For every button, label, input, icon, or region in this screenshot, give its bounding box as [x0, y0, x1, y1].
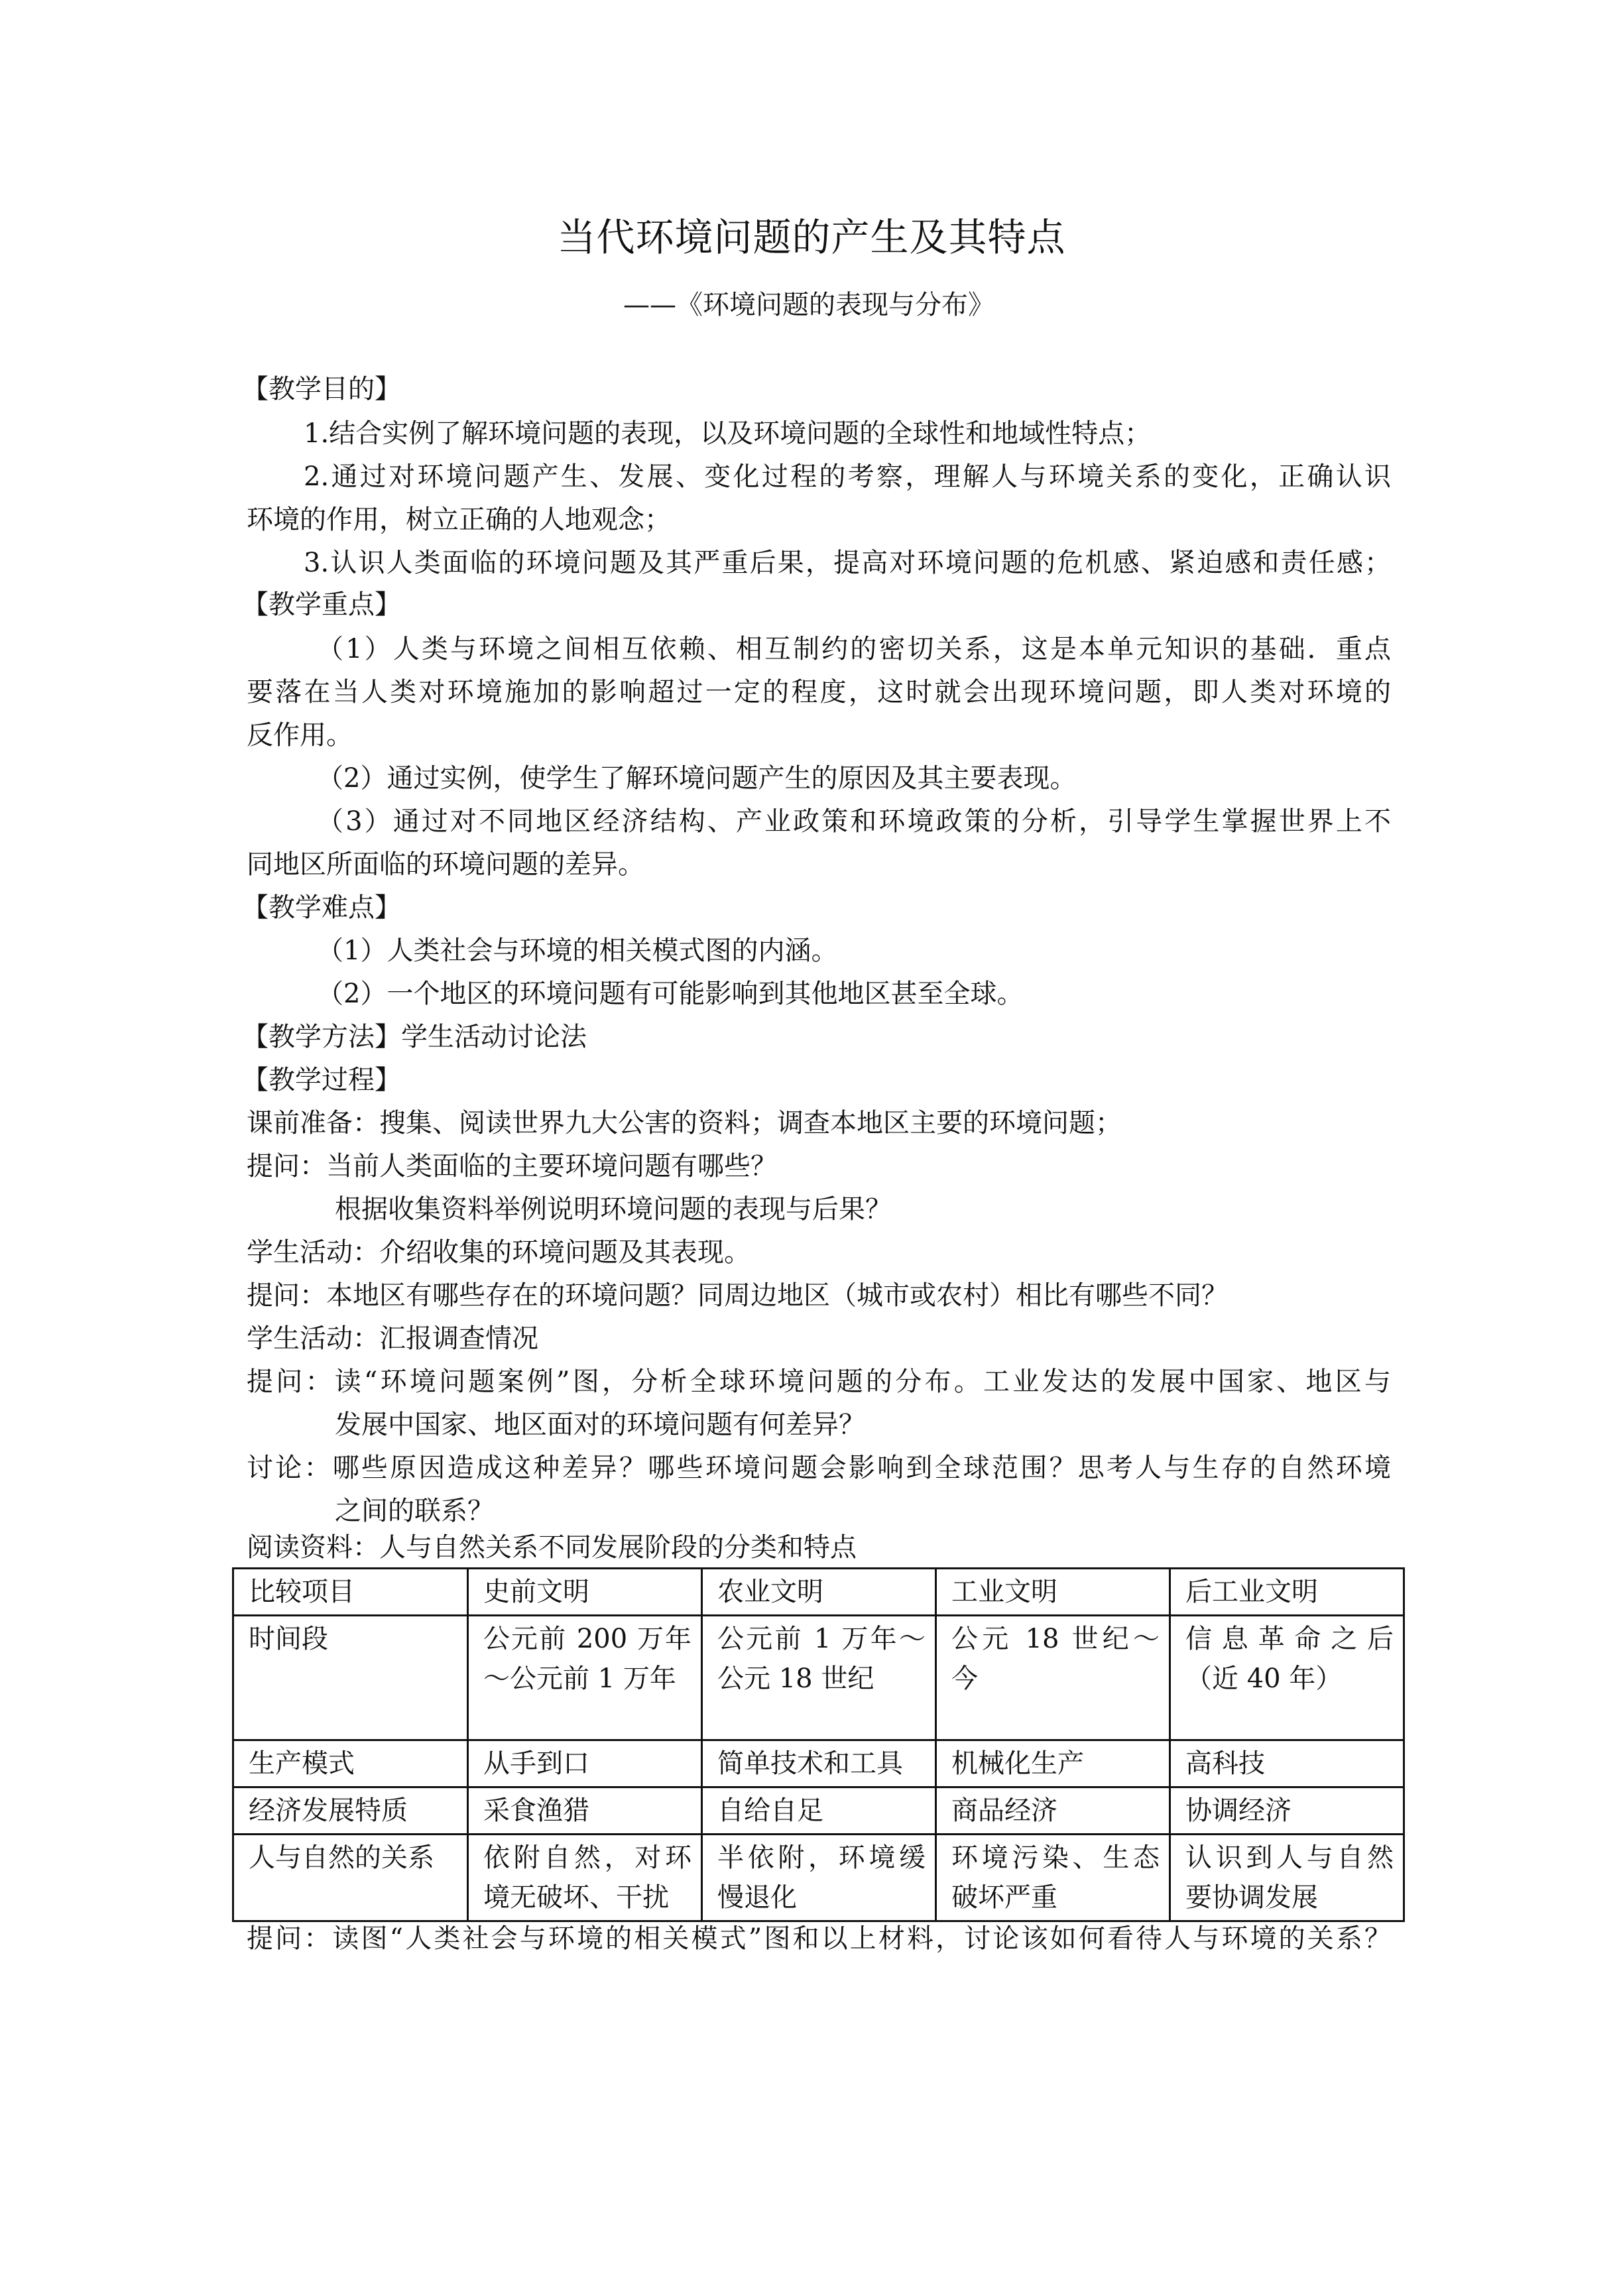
process-discussion-line-1: 讨论：哪些原因造成这种差异？哪些环境问题会影响到全球范围？思考人与生存的自然环境 — [247, 1453, 1391, 1483]
key-point-1-line-2: 要落在当人类对环境施加的影响超过一定的程度，这时就会出现环境问题，即人类对环境的 — [247, 677, 1391, 707]
process-discussion-line-2: 之间的联系？ — [335, 1496, 494, 1526]
table-cell: 从手到口 — [468, 1740, 702, 1787]
table-cell: 信息革命之后（近 40 年） — [1170, 1616, 1404, 1740]
process-question-3-line-1: 提问：读“环境问题案例”图，分析全球环境问题的分布。工业发达的发展中国家、地区与 — [247, 1366, 1391, 1397]
objective-item-3: 3.认识人类面临的环境问题及其严重后果，提高对环境问题的危机感、紧迫感和责任感； — [304, 548, 1391, 578]
table-cell: 简单技术和工具 — [702, 1740, 936, 1787]
table-cell: 协调经济 — [1170, 1787, 1404, 1835]
table-cell: 依附自然，对环境无破坏、干扰 — [468, 1835, 702, 1921]
table-header-cell: 后工业文明 — [1170, 1569, 1404, 1616]
table-cell: 认识到人与自然要协调发展 — [1170, 1835, 1404, 1921]
process-activity-2: 学生活动：汇报调查情况 — [247, 1323, 538, 1354]
difficulty-1: （1）人类社会与环境的相关模式图的内涵。 — [317, 936, 838, 966]
final-question: 提问：读图“人类社会与环境的相关模式”图和以上材料，讨论该如何看待人与环境的关系？ — [247, 1923, 1391, 1954]
table-row — [233, 1835, 1404, 1921]
process-question-1: 提问：当前人类面临的主要环境问题有哪些？ — [247, 1151, 777, 1181]
table-cell: 商品经济 — [936, 1787, 1170, 1835]
table-header-cell: 史前文明 — [468, 1569, 702, 1616]
process-question-3-line-2: 发展中国家、地区面对的环境问题有何差异？ — [335, 1410, 865, 1440]
document-title: 当代环境问题的产生及其特点 — [557, 215, 1066, 260]
table-cell: 公元前 200 万年～公元前 1 万年 — [468, 1616, 702, 1740]
objective-item-1: 1.结合实例了解环境问题的表现，以及环境问题的全球性和地域性特点； — [304, 418, 1152, 449]
key-point-3-line-2: 同地区所面临的环境问题的差异。 — [247, 849, 644, 880]
table-cell: 经济发展特质 — [233, 1787, 468, 1835]
table-cell: 环境污染、生态破坏严重 — [936, 1835, 1170, 1921]
key-point-3-line-1: （3）通过对不同地区经济结构、产业政策和环境政策的分析，引导学生掌握世界上不 — [317, 806, 1391, 837]
objective-item-2-line-2: 环境的作用，树立正确的人地观念； — [247, 505, 671, 535]
table-header-cell: 工业文明 — [936, 1569, 1170, 1616]
document-subtitle: ——《环境问题的表现与分布》 — [623, 290, 994, 320]
table-cell: 公元前 1 万年～公元 18 世纪 — [702, 1616, 936, 1740]
table-cell: 人与自然的关系 — [233, 1835, 468, 1921]
table-cell: 采食渔猎 — [468, 1787, 702, 1835]
key-point-2: （2）通过实例，使学生了解环境问题产生的原因及其主要表现。 — [317, 763, 1077, 794]
process-preparation: 课前准备：搜集、阅读世界九大公害的资料；调查本地区主要的环境问题； — [247, 1108, 1122, 1138]
reading-material-caption: 阅读资料：人与自然关系不同发展阶段的分类和特点 — [247, 1532, 857, 1563]
civilization-comparison-table — [232, 1567, 1405, 1922]
key-points-heading: 【教学重点】 — [242, 589, 401, 620]
objective-item-2-line-1: 2.通过对环境问题产生、发展、变化过程的考察，理解人与环境关系的变化，正确认识 — [304, 461, 1391, 492]
table-header-row — [233, 1569, 1404, 1616]
table-cell: 时间段 — [233, 1616, 468, 1740]
table-header-cell: 农业文明 — [702, 1569, 936, 1616]
key-point-1-line-3: 反作用。 — [247, 720, 353, 751]
key-point-1-line-1: （1）人类与环境之间相互依赖、相互制约的密切关系，这是本单元知识的基础．重点 — [317, 634, 1391, 664]
table-cell: 半依附，环境缓慢退化 — [702, 1835, 936, 1921]
table-cell: 高科技 — [1170, 1740, 1404, 1787]
table-row — [233, 1787, 1404, 1835]
table-cell: 自给自足 — [702, 1787, 936, 1835]
teaching-method: 【教学方法】学生活动讨论法 — [242, 1022, 587, 1052]
process-question-1b: 根据收集资料举例说明环境问题的表现与后果？ — [335, 1194, 892, 1225]
difficulty-2: （2）一个地区的环境问题有可能影响到其他地区甚至全球。 — [317, 979, 1024, 1009]
table-header-cell: 比较项目 — [233, 1569, 468, 1616]
table-cell: 公元 18 世纪～今 — [936, 1616, 1170, 1740]
process-question-2: 提问：本地区有哪些存在的环境问题？同周边地区（城市或农村）相比有哪些不同？ — [247, 1280, 1228, 1311]
table-cell: 生产模式 — [233, 1740, 468, 1787]
difficulties-heading: 【教学难点】 — [242, 892, 401, 923]
process-heading: 【教学过程】 — [242, 1065, 401, 1095]
table-row — [233, 1740, 1404, 1787]
table-row — [233, 1616, 1404, 1740]
table-cell: 机械化生产 — [936, 1740, 1170, 1787]
objectives-heading: 【教学目的】 — [242, 374, 401, 404]
process-activity-1: 学生活动：介绍收集的环境问题及其表现。 — [247, 1237, 751, 1268]
